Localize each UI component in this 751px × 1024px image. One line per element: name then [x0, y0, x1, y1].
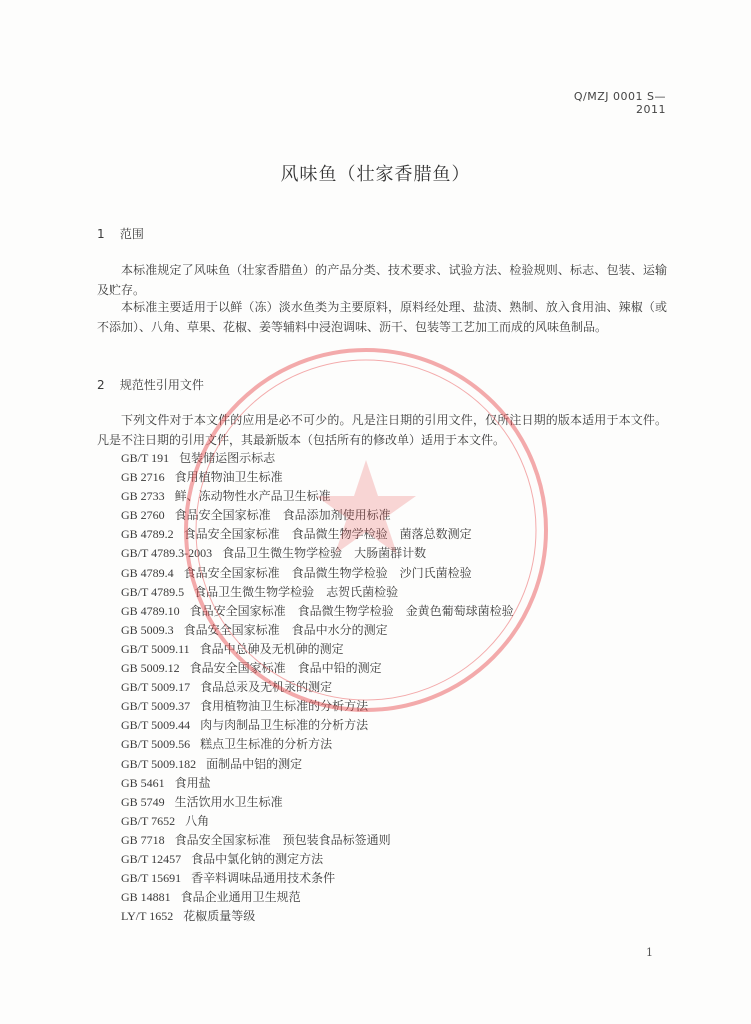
reference-title: 生活饮用水卫生标准	[174, 794, 283, 809]
reference-title: 食品中氯化钠的测定方法	[191, 851, 324, 866]
page-number: 1	[646, 946, 653, 959]
reference-title: 食用植物油卫生标准	[174, 470, 283, 485]
reference-item	[121, 544, 661, 563]
reference-code: GB 4789.2	[121, 527, 174, 542]
reference-title: 食品安全国家标准 预包装食品标签通则	[174, 832, 391, 847]
reference-title: 食品中总砷及无机砷的测定	[199, 641, 344, 656]
reference-item	[121, 774, 661, 793]
reference-code: GB/T 5009.17	[121, 680, 191, 695]
reference-code: GB 4789.10	[121, 603, 180, 618]
reference-item	[121, 659, 661, 678]
reference-code: GB 5461	[121, 775, 165, 790]
reference-code: GB 2716	[121, 470, 165, 485]
section-2-title: 规范性引用文件	[119, 378, 204, 392]
reference-title: 食品总汞及无机汞的测定	[200, 680, 333, 695]
reference-code: LY/T 1652	[121, 909, 174, 924]
reference-code: GB/T 4789.5	[121, 584, 185, 599]
reference-item	[121, 716, 661, 735]
reference-code: GB 4789.4	[121, 565, 174, 580]
reference-item	[121, 564, 661, 583]
reference-code: GB 7718	[121, 832, 165, 847]
reference-item	[121, 506, 661, 525]
reference-title: 食品安全国家标准 食品中水分的测定	[183, 622, 388, 637]
reference-code: GB/T 15691	[121, 871, 182, 886]
section-2-heading	[97, 376, 204, 393]
reference-title: 食用盐	[174, 775, 211, 790]
reference-title: 包装储运图示标志	[179, 451, 276, 465]
section-1-paragraph-2: 本标准主要适用于以鲜（冻）淡水鱼类为主要原料，原料经处理、盐渍、熟制、放入食用油、辣椒（或不添加）、八角、草果、花椒、姜等辅料中浸泡调味、沥干、包装等工艺加工而成的风味鱼制品。	[97, 300, 667, 334]
reference-item	[121, 850, 661, 869]
reference-item	[121, 525, 661, 544]
reference-code: GB/T 5009.182	[121, 756, 197, 771]
reference-title: 糕点卫生标准的分析方法	[200, 737, 333, 752]
reference-title: 食品企业通用卫生规范	[180, 890, 301, 905]
document-title: 风味鱼（壮家香腊鱼）	[280, 164, 471, 185]
reference-item	[121, 907, 661, 926]
reference-title: 花椒质量等级	[183, 909, 256, 924]
reference-code: GB/T 7652	[121, 813, 176, 828]
reference-title: 八角	[185, 813, 210, 828]
reference-title: 鲜、冻动物性水产品卫生标准	[174, 489, 331, 504]
reference-title: 食品安全国家标准 食品微生物学检验 沙门氏菌检验	[183, 565, 472, 580]
reference-code: GB 2733	[121, 489, 165, 504]
reference-code: GB/T 12457	[121, 851, 182, 866]
reference-title: 食品卫生微生物学检验 大肠菌群计数	[222, 546, 427, 561]
reference-title: 香辛料调味品通用技术条件	[191, 871, 336, 886]
reference-title: 食用植物油卫生标准的分析方法	[200, 699, 369, 714]
reference-list	[121, 449, 661, 926]
reference-code: GB 5009.12	[121, 661, 180, 676]
reference-code: GB 5749	[121, 794, 165, 809]
reference-code: GB/T 5009.44	[121, 718, 191, 733]
reference-title: 食品安全国家标准 食品微生物学检验 菌落总数测定	[183, 527, 472, 542]
reference-code: GB/T 191	[121, 451, 170, 465]
reference-item	[121, 869, 661, 888]
reference-item	[121, 468, 661, 487]
reference-title: 食品卫生微生物学检验 志贺氏菌检验	[194, 584, 399, 599]
reference-item	[121, 640, 661, 659]
reference-item	[121, 888, 661, 907]
reference-item	[121, 831, 661, 850]
reference-item	[121, 602, 661, 621]
reference-title: 食品安全国家标准 食品添加剂使用标准	[174, 508, 391, 523]
section-1-title: 范围	[119, 227, 144, 241]
section-1-paragraph-1: 本标准规定了风味鱼（壮家香腊鱼）的产品分类、技术要求、试验方法、检验规则、标志、包装、运输及贮存。	[97, 263, 667, 297]
section-2-number: 2	[97, 378, 105, 392]
reference-code: GB/T 5009.37	[121, 699, 191, 714]
reference-code: GB/T 4789.3-2003	[121, 546, 213, 561]
reference-item	[121, 735, 661, 754]
reference-item	[121, 621, 661, 640]
reference-title: 食品安全国家标准 食品微生物学检验 金黄色葡萄球菌检验	[189, 603, 514, 618]
reference-item	[121, 793, 661, 812]
reference-title: 肉与肉制品卫生标准的分析方法	[200, 718, 369, 733]
reference-item	[121, 755, 661, 774]
reference-title: 食品安全国家标准 食品中铅的测定	[189, 661, 382, 676]
section-2-paragraph-1: 下列文件对于本文件的应用是必不可少的。凡是注日期的引用文件，仅所注日期的版本适用于本文件。凡是不注日期的引用文件，其最新版本（包括所有的修改单）适用于本文件。	[97, 413, 667, 447]
reference-item	[121, 812, 661, 831]
reference-item	[121, 487, 661, 506]
reference-code: GB 2760	[121, 508, 165, 523]
reference-item	[121, 449, 661, 468]
reference-item	[121, 697, 661, 716]
reference-code: GB 5009.3	[121, 622, 174, 637]
reference-item	[121, 583, 661, 602]
reference-item	[121, 678, 661, 697]
reference-code: GB/T 5009.11	[121, 641, 190, 656]
section-1-number: 1	[97, 227, 105, 241]
reference-code: GB 14881	[121, 890, 171, 905]
reference-title: 面制品中铝的测定	[206, 756, 303, 771]
standard-code: Q/MZJ 0001 S—2011	[573, 90, 666, 116]
section-1-heading	[97, 225, 144, 242]
reference-code: GB/T 5009.56	[121, 737, 191, 752]
